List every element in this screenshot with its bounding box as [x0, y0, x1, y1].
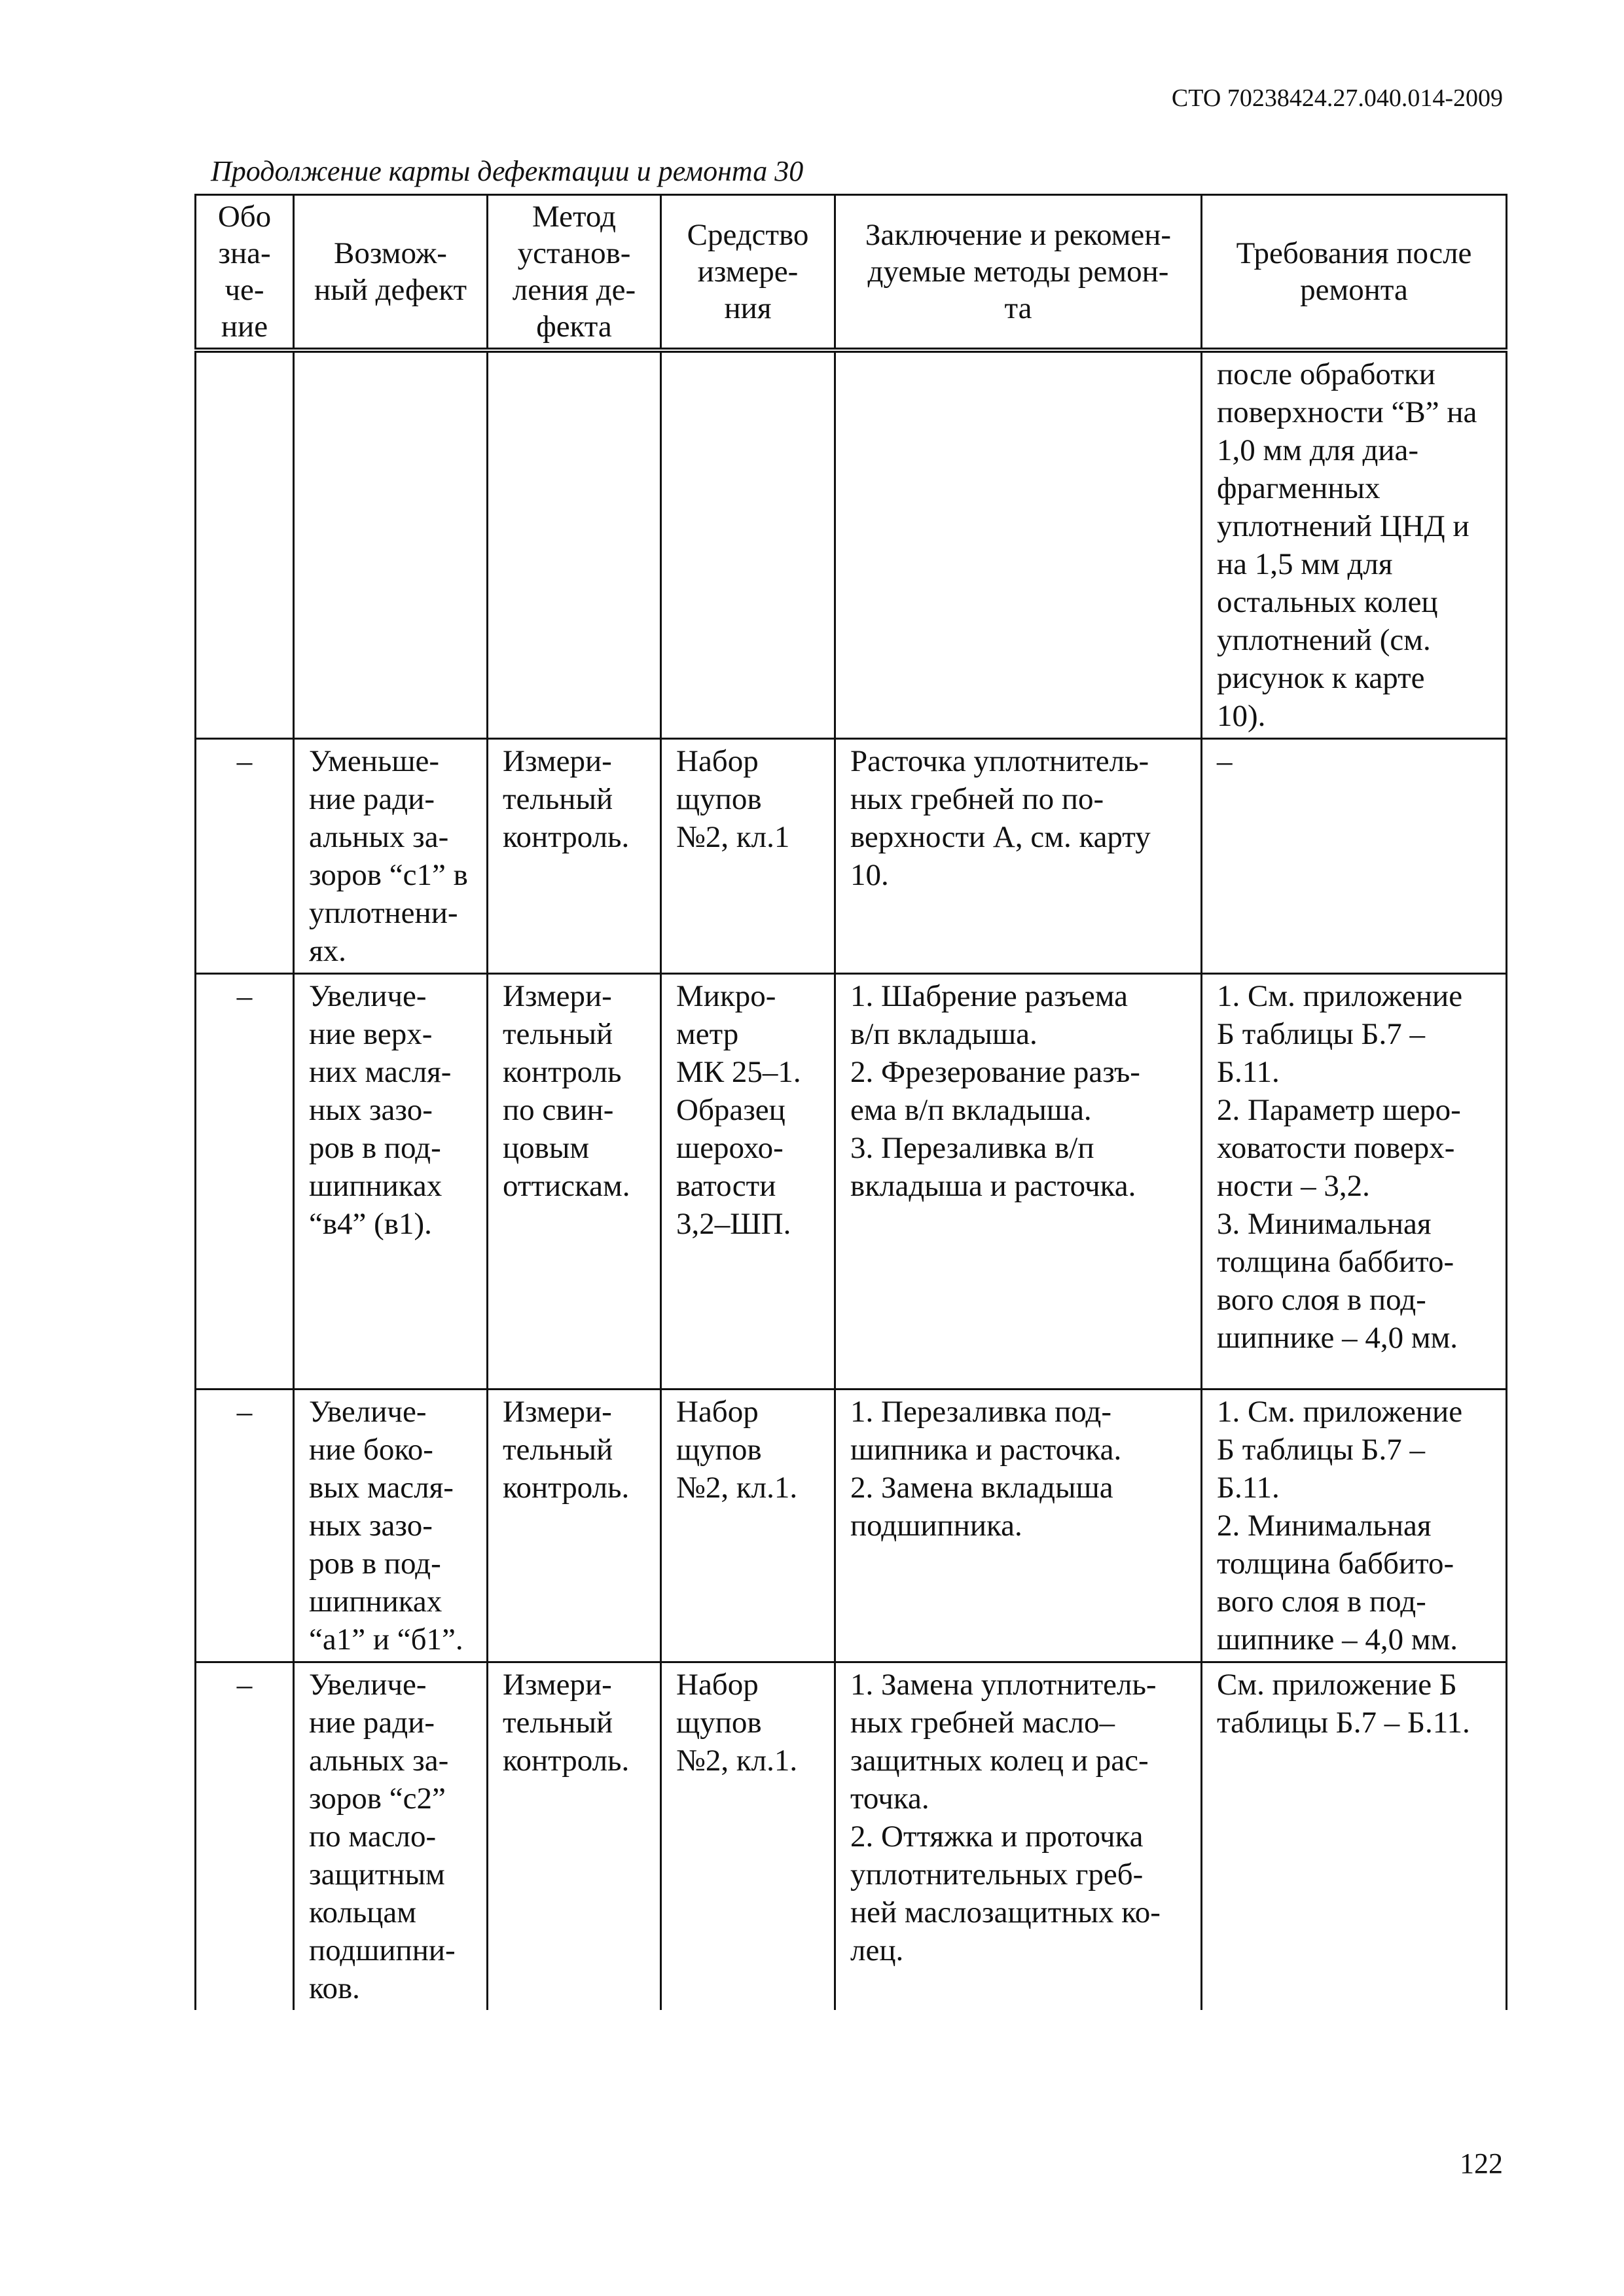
cell-designation: – [196, 739, 294, 974]
table-row [196, 739, 1507, 974]
col-header-instrument: Средство измере- ния [661, 195, 835, 351]
cell-method: Измери- тельный контроль. [488, 1390, 661, 1662]
document-code: СТО 70238424.27.040.014-2009 [1171, 84, 1503, 112]
table-row [196, 350, 1507, 739]
col-header-defect: Возмож- ный дефект [294, 195, 488, 351]
cell-requirements: – [1202, 739, 1507, 974]
cell-designation: – [196, 1390, 294, 1662]
cell-method: Измери- тельный контроль по свин- цовым оттискам. [488, 974, 661, 1390]
cell-instrument: Набор щупов №2, кл.1. [661, 1662, 835, 2011]
table-row [196, 1662, 1507, 2011]
cell-defect: Увеличе- ние боко- вых масля- ных зазо- ров в под- шипниках “а1” и “б1”. [294, 1390, 488, 1662]
cell-instrument: Набор щупов №2, кл.1. [661, 1390, 835, 1662]
cell-method: Измери- тельный контроль. [488, 739, 661, 974]
table-caption: Продолжение карты дефектации и ремонта 30 [211, 155, 804, 187]
cell-designation: – [196, 974, 294, 1390]
cell-instrument: Микро- метр МК 25–1. Образец шерохо- ватости 3,2–ШП. [661, 974, 835, 1390]
col-header-requirements: Требования после ремонта [1202, 195, 1507, 351]
col-header-method: Метод установ- ления де- фекта [488, 195, 661, 351]
table-row [196, 974, 1507, 1390]
table-header-row [196, 195, 1507, 351]
cell-conclusion: Расточка уплотнитель- ных гребней по по- верхности А, см. карту 10. [835, 739, 1202, 974]
cell-defect: Увеличе- ние верх- них масля- ных зазо- ров в под- шипниках “в4” (в1). [294, 974, 488, 1390]
cell-requirements: после обработки поверхности “В” на 1,0 мм для диа- фрагменных уплотнений ЦНД и на 1,5 мм для остальных колец уплотнений (см. рисунок к карте 10). [1202, 350, 1507, 739]
col-header-designation: Обо зна- че- ние [196, 195, 294, 351]
col-header-conclusion: Заключение и рекомен- дуемые методы ремон- та [835, 195, 1202, 351]
cell-requirements: 1. См. приложение Б таблицы Б.7 – Б.11. 2. Минимальная толщина баббито- вого слоя в под- шипнике – 4,0 мм. [1202, 1390, 1507, 1662]
cell-designation [196, 350, 294, 739]
cell-conclusion: 1. Перезаливка под- шипника и расточка. 2. Замена вкладыша подшипника. [835, 1390, 1202, 1662]
defect-repair-table [194, 194, 1507, 2010]
cell-defect [294, 350, 488, 739]
cell-conclusion: 1. Шабрение разъема в/п вкладыша. 2. Фрезерование разъ- ема в/п вкладыша. 3. Перезаливка в/п вкладыша и расточка. [835, 974, 1202, 1390]
cell-designation: – [196, 1662, 294, 2011]
cell-method [488, 350, 661, 739]
cell-instrument: Набор щупов №2, кл.1 [661, 739, 835, 974]
cell-method: Измери- тельный контроль. [488, 1662, 661, 2011]
cell-defect: Увеличе- ние ради- альных за- зоров “с2” по масло- защитным кольцам подшипни- ков. [294, 1662, 488, 2011]
page-number: 122 [1460, 2147, 1503, 2179]
cell-requirements: 1. См. приложение Б таблицы Б.7 – Б.11. 2. Параметр шеро- ховатости поверх- ности – 3,2. 3. Минимальная толщина баббито- вого слоя в под- шипнике – 4,0 мм. [1202, 974, 1507, 1390]
cell-instrument [661, 350, 835, 739]
cell-conclusion: 1. Замена уплотнитель- ных гребней масло– защитных колец и рас- точка. 2. Оттяжка и проточка уплотнительных греб- ней маслозащитных ко- лец. [835, 1662, 1202, 2011]
table-row [196, 1390, 1507, 1662]
cell-conclusion [835, 350, 1202, 739]
cell-defect: Уменьше- ние ради- альных за- зоров “с1” в уплотнени- ях. [294, 739, 488, 974]
cell-requirements: См. приложение Б таблицы Б.7 – Б.11. [1202, 1662, 1507, 2011]
